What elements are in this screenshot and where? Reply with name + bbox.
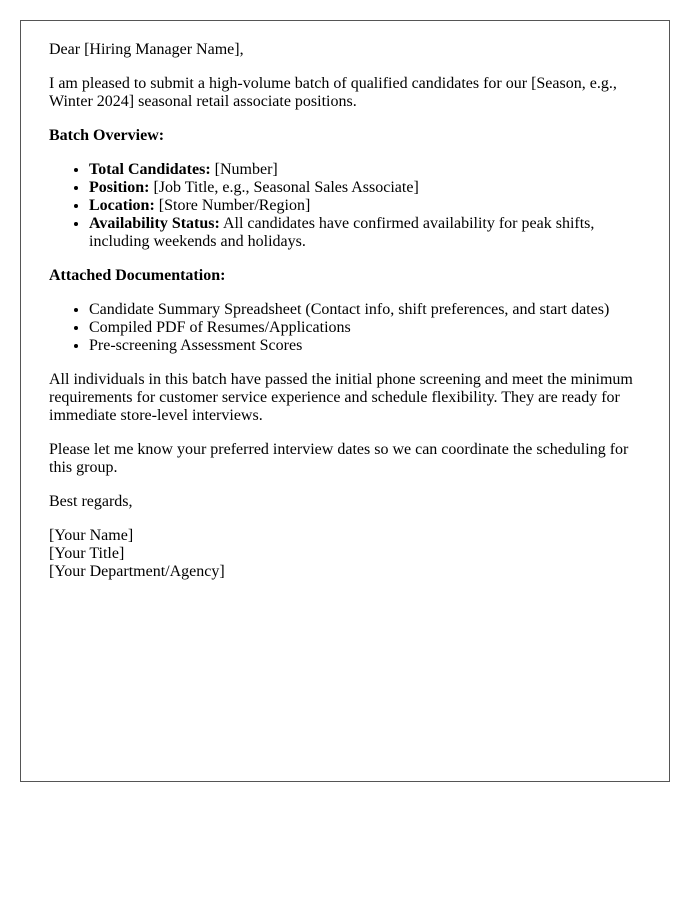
list-item-spreadsheet: • Candidate Summary Spreadsheet (Contact info, shift preferences, and start dates)	[89, 301, 649, 319]
closing: Best regards,	[49, 493, 133, 510]
intro-paragraph: I am pleased to submit a high-volume batch of qualified candidates for our [Season, e.g., Winter 2024] seasonal retail associate positions.	[49, 75, 617, 110]
list-item-location	[89, 197, 649, 215]
batch-overview-heading: Batch Overview:	[49, 127, 165, 144]
total-candidates-value: [Number]	[214, 161, 278, 178]
list-item-availability	[89, 215, 649, 251]
screening-paragraph: All individuals in this batch have passed the initial phone screening and meet the minimum requirements for customer service experience and schedule flexibility. They are ready for immediate store-level interviews.	[49, 371, 633, 424]
total-candidates-label: Total Candidates:	[89, 161, 211, 178]
list-item-position	[89, 179, 649, 197]
availability-label: Availability Status:	[89, 215, 220, 232]
location-label: Location:	[89, 197, 155, 214]
list-item-resumes-pdf: • Compiled PDF of Resumes/Applications	[89, 319, 649, 337]
list-item-total-candidates	[89, 161, 649, 179]
position-label: Position:	[89, 179, 150, 196]
availability-value: All candidates have confirmed availability for peak shifts, including weekends and holidays.	[89, 215, 595, 250]
signature-name: [Your Name]	[49, 527, 134, 544]
signature-department: [Your Department/Agency]	[49, 563, 225, 580]
attached-documentation-heading: Attached Documentation:	[49, 267, 226, 284]
letter-document	[20, 20, 670, 782]
attached-documentation-list	[49, 301, 649, 355]
request-paragraph: Please let me know your preferred interview dates so we can coordinate the scheduling for this group.	[49, 441, 629, 476]
batch-overview-list	[49, 161, 649, 251]
location-value: [Store Number/Region]	[158, 197, 311, 214]
position-value: [Job Title, e.g., Seasonal Sales Associate]	[153, 179, 419, 196]
signature-block	[49, 527, 649, 581]
signature-title: [Your Title]	[49, 545, 125, 562]
salutation: Dear [Hiring Manager Name],	[49, 41, 244, 58]
list-item-assessment-scores: • Pre-screening Assessment Scores	[89, 337, 649, 355]
